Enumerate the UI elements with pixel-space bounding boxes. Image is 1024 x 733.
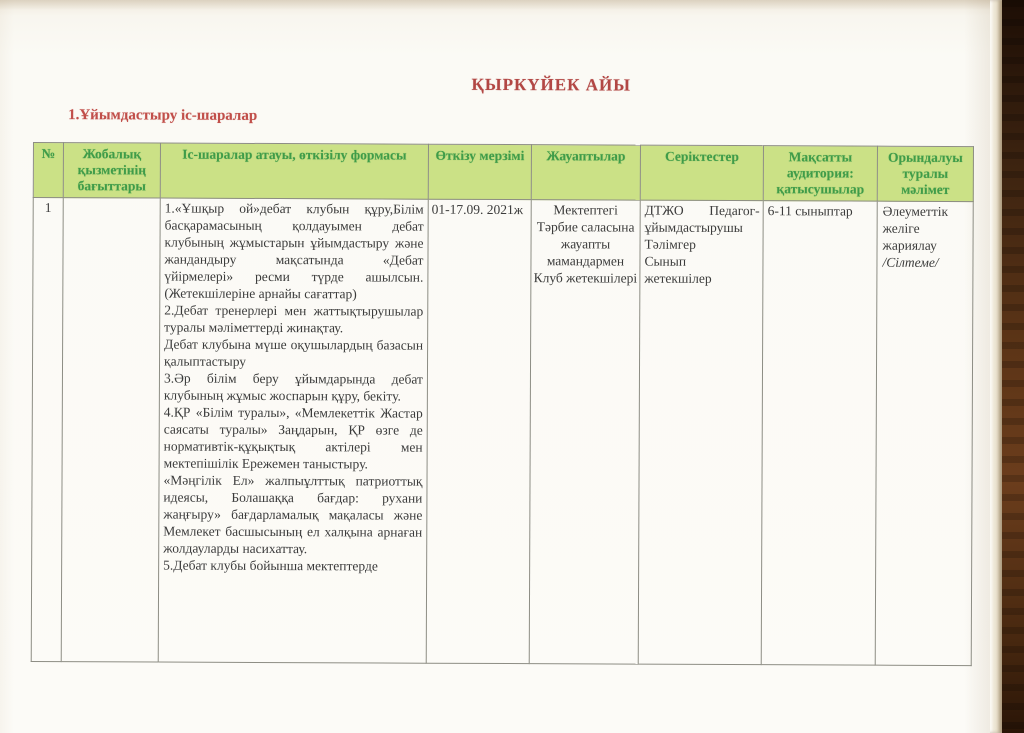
column-header-direction: Жобалық қызметінің бағыттары (63, 143, 160, 198)
column-header-partners: Серіктестер (640, 145, 763, 201)
row-number-cell: 1 (31, 197, 63, 661)
column-header-number: № (33, 142, 63, 197)
activities-cell (158, 198, 428, 663)
activity-paragraph: 1.«Ұшқыр ой»дебат клубын құру,Білім басқарамасының қолдауымен дебат клубының жұмыстарын ұйымдастыру және жандандыру мақсатында «Дебат үйірмелері» ресми түрде ашылсын.(Жетекшілеріне арнайы сағаттар) (164, 200, 424, 302)
partners-cell (638, 200, 763, 665)
responsible-cell: Мектептегі Тәрбие саласына жауапты мамандармен Клуб жетекшілері (529, 200, 640, 664)
execution-cell (875, 201, 973, 665)
column-header-date: Өткізу мерзімі (428, 144, 531, 199)
date-cell: 01-17.09. 2021ж (426, 199, 531, 663)
audience-cell: 6-11 сыныптар (761, 201, 877, 665)
column-header-execution: Орындалуы туралы мәлімет (877, 146, 973, 201)
partner-line: ДТЖО Педагог-ұйымдастырушы (644, 202, 760, 236)
partner-line: Сынып (644, 253, 687, 269)
execution-line: Әлеуметтік желіге жариялау (882, 203, 949, 253)
column-header-audience: Мақсатты аудитория: қатысушылар (763, 146, 877, 201)
column-header-activities: Іс-шаралар атауы, өткізілу формасы (160, 143, 428, 199)
table-row (31, 197, 973, 665)
column-header-responsible: Жауаптылар (531, 145, 640, 200)
activity-paragraph: 3.Әр білім беру ұйымдарында дебат клубының жұмыс жоспарын құру, бекіту. (163, 370, 423, 404)
activity-paragraph: 4.ҚР «Білім туралы», «Мемлекеттік Жастар саясаты туралы» Заңдарын, ҚР өзге де нормативтік-құқықтық актілері мен мектепішілік Ережемен таныстыру. (163, 404, 423, 472)
activity-paragraph: 2.Дебат тренерлері мен жаттықтырушылар туралы мәліметтерді жинақтау. (164, 302, 424, 336)
activity-paragraph: «Мәңгілік Ел» жалпыұлттық патриоттық идеясы, Болашаққа бағдар: рухани жаңғыру» бағдарламалық мақаласы және Мемлекет басшысының ел халқына арнаған жолдауларды насихаттау. (163, 472, 423, 557)
partner-line: Тәлімгер (644, 236, 696, 252)
execution-link-note: /Сілтеме/ (882, 254, 939, 270)
plan-table (31, 142, 974, 666)
partner-line: жетекшілер (644, 270, 712, 286)
direction-cell (61, 198, 160, 662)
activity-paragraph: 5.Дебат клубы бойынша мектептерде (163, 557, 378, 574)
document-title: ҚЫРКҮЙЕК АЙЫ (471, 74, 631, 95)
section-heading: 1.Ұйымдастыру іс-шаралар (68, 107, 258, 124)
activity-paragraph: Дебат клубына мүше оқушылардың базасын қалыптастыру (164, 336, 424, 369)
page-stack-edge (990, 0, 1002, 733)
photo-wood-edge (1002, 0, 1024, 733)
table-header-row (33, 142, 973, 201)
